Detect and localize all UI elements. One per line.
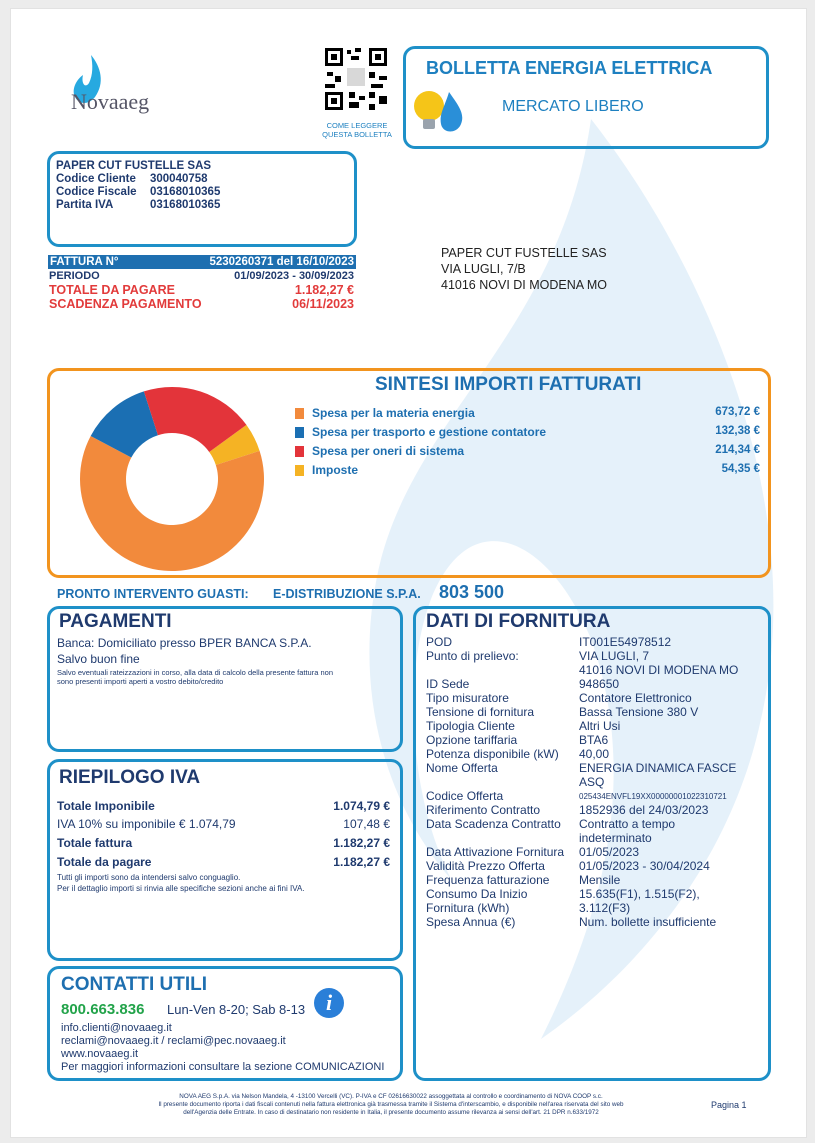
bill-subtitle: MERCATO LIBERO (502, 98, 644, 115)
fattura-value: 5230260371 del 16/10/2023 (209, 256, 354, 268)
bill-page (10, 8, 807, 1138)
legend-value-imposte: 54,35 € (721, 463, 760, 475)
contatti-email1[interactable]: info.clienti@novaaeg.it (61, 1022, 172, 1034)
contatti-more: Per maggiori informazioni consultare la sezione COMUNICAZIONI (61, 1061, 385, 1073)
potenza-value: 40,00 (579, 747, 610, 761)
legend-label-imposte: Imposte (312, 463, 359, 477)
scadenza-contratto-value-1: Contratto a tempo (579, 817, 676, 831)
pod-value: IT001E54978512 (579, 635, 672, 649)
riepilogo-row2-label: IVA 10% su imponibile € 1.074,79 (57, 817, 236, 831)
consumo-value-1: 15.635(F1), 1.515(F2), (579, 887, 700, 901)
footer-line2: Il presente documento riporta i dati fiscali contenuti nella fattura elettronica già trasmessa tramite il Sistema d'interscambio, e disponibile nell'area riservata del sito web (158, 1101, 624, 1108)
codice-cliente-label: Codice Cliente (56, 173, 136, 185)
customer-name: PAPER CUT FUSTELLE SAS (56, 160, 212, 172)
legend-swatch-trasporto (295, 427, 304, 438)
frequenza-value: Mensile (579, 873, 621, 887)
pagamenti-note1: Salvo eventuali rateizzazioni in corso, alla data di calcolo della presente fattura non (57, 668, 333, 677)
tensione-value: Bassa Tensione 380 V (579, 705, 699, 719)
contatti-title: CONTATTI UTILI (61, 974, 207, 995)
contatti-email2[interactable]: reclami@novaaeg.it / reclami@pec.novaaeg.it (61, 1035, 286, 1047)
legend-value-trasporto: 132,38 € (715, 425, 760, 437)
contatti-web[interactable]: www.novaaeg.it (61, 1048, 139, 1060)
codice-cliente-value: 300040758 (150, 173, 208, 185)
legend-label-oneri: Spesa per oneri di sistema (312, 444, 465, 458)
riepilogo-box (47, 759, 403, 961)
scadenza-contratto-value-2: indeterminato (579, 831, 652, 845)
contatti-hours: Lun-Ven 8-20; Sab 8-13 (167, 1002, 306, 1017)
offerta-value-2: ASQ (579, 775, 605, 789)
qr-caption (311, 121, 403, 139)
address-line1: PAPER CUT FUSTELLE SAS (441, 246, 607, 260)
riepilogo-row4-value: 1.182,27 € (333, 855, 390, 869)
codice-offerta-label: Codice Offerta (426, 789, 504, 803)
riferimento-value: 1852936 del 24/03/2023 (579, 803, 709, 817)
consumo-label-2: Fornitura (kWh) (426, 901, 510, 915)
offerta-value-1: ENERGIA DINAMICA FASCE (579, 761, 737, 775)
partita-iva-value: 03168010365 (150, 199, 221, 211)
bulb-drop-icon (409, 82, 469, 142)
fornitura-title: DATI DI FORNITURA (426, 611, 611, 632)
prelievo-label: Punto di prelievo: (426, 649, 519, 663)
codice-fiscale-label: Codice Fiscale (56, 186, 137, 198)
partita-iva-label: Partita IVA (56, 199, 114, 211)
scadenza-label: SCADENZA PAGAMENTO (49, 297, 202, 311)
fornitura-box (413, 606, 771, 1081)
validita-value: 01/05/2023 - 30/04/2024 (579, 859, 710, 873)
attivazione-label: Data Attivazione Fornitura (426, 845, 565, 859)
riferimento-label: Riferimento Contratto (426, 803, 541, 817)
offerta-label: Nome Offerta (426, 761, 498, 775)
spesa-annua-label: Spesa Annua (€) (426, 915, 516, 929)
legend-value-energia: 673,72 € (715, 406, 760, 418)
periodo-label: PERIODO (49, 270, 100, 282)
scadenza-value: 06/11/2023 (292, 297, 354, 311)
codice-offerta-value: 025434ENVFL19XX00000001022310721 (579, 792, 727, 801)
footer-line3: dell'Agenzia delle Entrate. In caso di destinatario non residente in Italia, il presente documento assume rilevanza ai sensi dell'art. 21 DPR n.633/1972 (183, 1109, 599, 1116)
riepilogo-note1: Tutti gli importi sono da intendersi salvo conguaglio. (57, 873, 241, 882)
fattura-label: FATTURA N° (50, 256, 119, 268)
frequenza-label: Frequenza fatturazione (426, 873, 550, 887)
page-number: Pagina 1 (711, 1100, 747, 1110)
qr-caption-line1: COME LEGGERE (326, 121, 388, 130)
opzione-value: BTA6 (579, 733, 609, 747)
totale-label: TOTALE DA PAGARE (49, 283, 175, 297)
qr-caption-line2: QUESTA BOLLETTA (322, 130, 392, 139)
consumo-label-1: Consumo Da Inizio (426, 887, 528, 901)
opzione-label: Opzione tariffaria (426, 733, 518, 747)
sede-value: 948650 (579, 677, 620, 691)
legend-swatch-oneri (295, 446, 304, 457)
tensione-label: Tensione di fornitura (426, 705, 535, 719)
pagamenti-line1: Banca: Domiciliato presso BPER BANCA S.P.A. (57, 636, 312, 650)
footer (71, 1093, 711, 1117)
customer-box (47, 151, 357, 247)
spesa-annua-value: Num. bollette insufficiente (579, 915, 717, 929)
riepilogo-row1-value: 1.074,79 € (333, 799, 390, 813)
pod-label: POD (426, 635, 453, 649)
totale-value: 1.182,27 € (294, 283, 354, 297)
codice-fiscale-value: 03168010365 (150, 186, 221, 198)
riepilogo-title: RIEPILOGO IVA (59, 767, 201, 788)
prelievo-value-2: 41016 NOVI DI MODENA MO (579, 663, 739, 677)
tipologia-value: Altri Usi (579, 719, 621, 733)
footer-line1: NOVA AEG S.p.A. via Nelson Mandela, 4 -13100 Vercelli (VC). P-IVA e CF 02616630022 assoggettata al controllo e coordinamento di NOVA COOP s.c. (179, 1093, 603, 1100)
scadenza-contratto-label: Data Scadenza Contratto (426, 817, 561, 831)
pagamenti-note2: sono presenti importi aperti a vostro debito/credito (57, 677, 224, 686)
contatti-box (47, 966, 403, 1081)
riepilogo-row4-label: Totale da pagare (57, 855, 152, 869)
misuratore-label: Tipo misuratore (426, 691, 509, 705)
riepilogo-row2-value: 107,48 € (343, 817, 390, 831)
periodo-value: 01/09/2023 - 30/09/2023 (234, 270, 354, 282)
info-icon[interactable]: i (314, 988, 344, 1018)
validita-label: Validità Prezzo Offerta (426, 859, 545, 873)
pagamenti-box (47, 606, 403, 752)
riepilogo-row3-label: Totale fattura (57, 836, 133, 850)
sintesi-box (47, 368, 771, 578)
consumo-value-2: 3.112(F3) (579, 901, 631, 915)
sintesi-title: SINTESI IMPORTI FATTURATI (375, 374, 642, 395)
legend-swatch-energia (295, 408, 304, 419)
legend-value-oneri: 214,34 € (715, 444, 760, 456)
prelievo-value-1: VIA LUGLI, 7 (579, 649, 650, 663)
bill-title-box (403, 46, 769, 149)
legend-label-trasporto: Spesa per trasporto e gestione contatore (312, 425, 547, 439)
bill-title: BOLLETTA ENERGIA ELETTRICA (426, 58, 713, 78)
sede-label: ID Sede (426, 677, 470, 691)
pronto-number[interactable]: 803 500 (439, 582, 505, 602)
riepilogo-note2: Per il dettaglio importi si rinvia alle specifiche sezioni anche ai fini IVA. (57, 884, 305, 893)
misuratore-value: Contatore Elettronico (579, 691, 692, 705)
tipologia-label: Tipologia Cliente (426, 719, 515, 733)
pagamenti-title: PAGAMENTI (59, 611, 172, 632)
legend-swatch-imposte (295, 465, 304, 476)
pronto-company: E-DISTRIBUZIONE S.P.A. (273, 587, 421, 601)
logo-text: Novaaeg (71, 89, 150, 114)
riepilogo-row3-value: 1.182,27 € (333, 836, 390, 850)
riepilogo-row1-label: Totale Imponibile (57, 799, 155, 813)
legend-label-energia: Spesa per la materia energia (312, 406, 475, 420)
pagamenti-line2: Salvo buon fine (57, 652, 140, 666)
donut-chart (76, 387, 268, 571)
qr-code[interactable] (323, 46, 389, 112)
pronto-label: PRONTO INTERVENTO GUASTI: (57, 587, 249, 601)
address-line3: 41016 NOVI DI MODENA MO (441, 278, 608, 292)
attivazione-value: 01/05/2023 (579, 845, 640, 859)
address-line2: VIA LUGLI, 7/B (441, 262, 526, 276)
potenza-label: Potenza disponibile (kW) (426, 747, 559, 761)
contatti-phone[interactable]: 800.663.836 (61, 1001, 145, 1018)
